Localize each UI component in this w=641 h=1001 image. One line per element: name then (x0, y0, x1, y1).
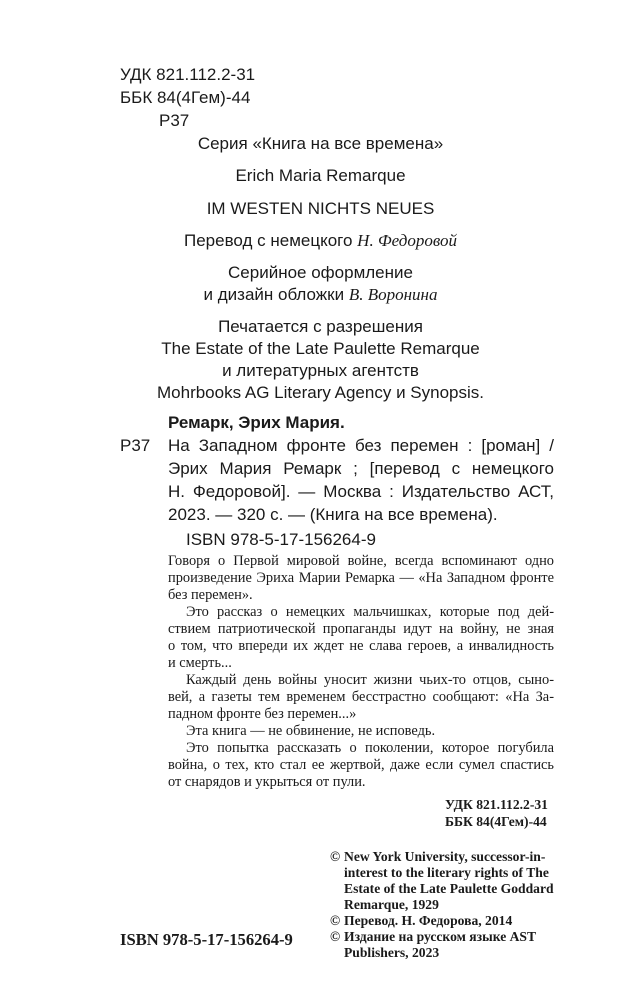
design-line-2 (0, 285, 641, 305)
annotation-line: и смерть... (168, 655, 232, 671)
annotation-line: без перемен». (168, 587, 253, 603)
copyright-symbol: © (330, 929, 341, 944)
translation-prefix: Перевод с немецкого (183, 231, 358, 250)
isbn-bottom: ISBN 978-5-17-156264-9 (120, 930, 293, 949)
annotation-line: Это рассказ о немецких мальчишках, которые под дей- (186, 604, 554, 620)
design-prefix: и дизайн обложки (203, 285, 349, 304)
design-line-1: Серийное оформление (228, 263, 413, 282)
footer-bbk: ББК 84(4Гем)-44 (445, 814, 547, 829)
copyright-line: New York University, successor-in- (344, 849, 546, 864)
original-author: Erich Maria Remarque (235, 166, 406, 185)
translator-name: Н. Федоровой (357, 231, 457, 250)
udk-code: УДК 821.112.2-31 (120, 65, 256, 84)
original-title: IM WESTEN NICHTS NEUES (206, 199, 435, 218)
copyright-line: Перевод. Н. Федорова, 2014 (344, 913, 513, 928)
copyright-symbol: © (330, 849, 341, 864)
annotation-line: произведение Эриха Марии Ремарка — «На Западном фронте (168, 570, 554, 586)
copyright-line: Remarque, 1929 (344, 897, 439, 912)
annotation-line: о том, что впереди их ждет не слава героев, а инвалидность (168, 638, 554, 654)
catalog-author: Ремарк, Эрих Мария. (168, 413, 345, 432)
permission-line: Печатается с разрешения (218, 317, 423, 336)
annotation-line: падном фронте без перемен...» (168, 706, 357, 722)
copyright-line: Publishers, 2023 (344, 945, 440, 960)
catalog-line: Эрих Мария Ремарк ; [перевод с немецкого (168, 459, 554, 478)
catalog-isbn: ISBN 978-5-17-156264-9 (186, 530, 376, 549)
designer-name: В. Воронина (348, 285, 438, 304)
catalog-mark: Р37 (120, 436, 151, 455)
catalog-line: Н. Федоровой]. — Москва : Издательство АСТ, (168, 482, 554, 501)
annotation-line: от снарядов и укрыться от пули. (168, 774, 366, 790)
annotation-line: Говоря о Первой мировой войне, всегда вспоминают одно (168, 553, 554, 569)
translation-line (0, 231, 641, 251)
footer-udk: УДК 821.112.2-31 (445, 797, 548, 812)
annotation-line: Эта книга — не обвинение, не исповедь. (186, 723, 436, 739)
permission-line: и литературных агентств (222, 361, 419, 380)
annotation-line: Это попытка рассказать о поколении, которое погубила (186, 740, 554, 756)
annotation-line: Каждый день войны уносит жизни чьих-то отцов, сыно- (186, 672, 554, 688)
bbk-code: ББК 84(4Гем)-44 (120, 88, 251, 107)
annotation-line: вей, а газеты тем временем бесстрастно сообщают: «На За- (168, 689, 554, 705)
permission-line: The Estate of the Late Paulette Remarque (161, 339, 480, 358)
copyright-symbol: © (330, 913, 341, 928)
catalog-line: На Западном фронте без перемен : [роман] / (168, 436, 554, 455)
author-mark: Р37 (159, 111, 190, 130)
permission-line: Mohrbooks AG Literary Agency и Synopsis. (157, 383, 484, 402)
copyright-line: Estate of the Late Paulette Goddard (344, 881, 554, 896)
catalog-line: 2023. — 320 с. — (Книга на все времена). (168, 505, 498, 524)
annotation-line: ствием патриотической пропаганды идут на войну, не зная (168, 621, 554, 637)
copyright-line: interest to the literary rights of The (344, 865, 549, 880)
copyright-line: Издание на русском языке AST (344, 929, 537, 944)
annotation-line: война, о тех, кто стал ее жертвой, даже если сумел спастись (168, 757, 554, 773)
series-line: Серия «Книга на все времена» (197, 134, 444, 153)
